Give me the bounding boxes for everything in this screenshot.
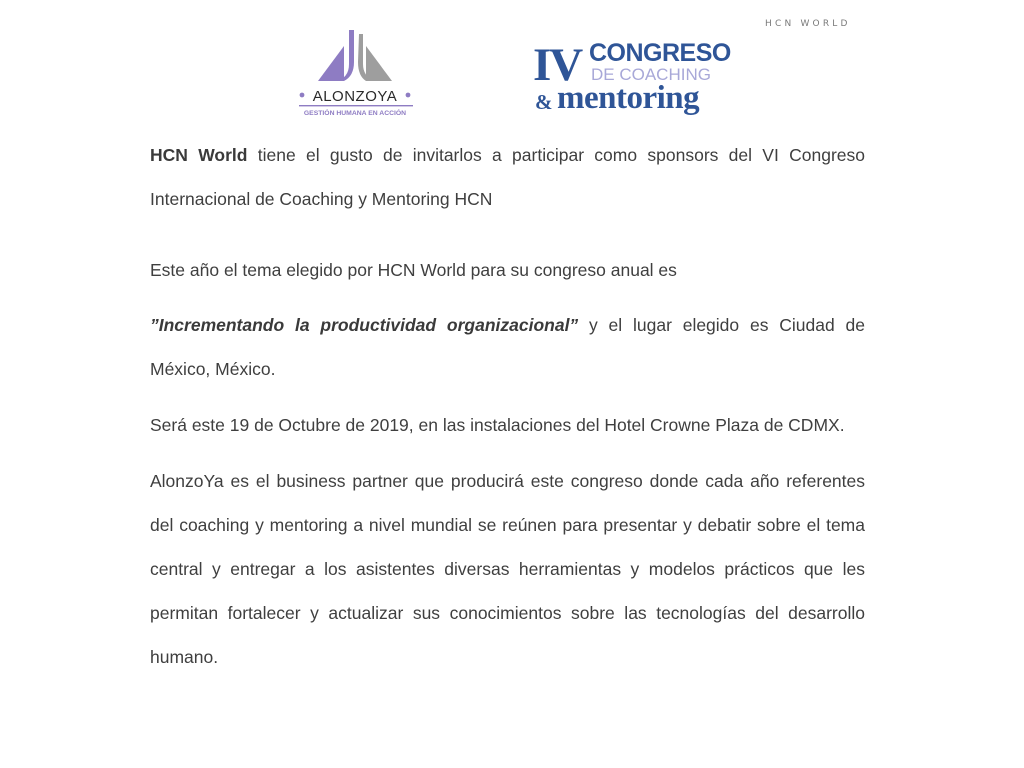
alonzoya-logo-mark xyxy=(296,24,416,118)
logo-purple-shape xyxy=(318,46,344,81)
paragraph-partner: AlonzoYa es el business partner que producirá este congreso donde cada año referentes del coaching y mentoring a nivel mundial se reúnen para presentar y debatir sobre el tema central y entregar a los asistentes diversas herramientas y modelos prácticos que les permitan fortalecer y actualizar sus conocimientos sobre las tecnologías del desarrollo humano. xyxy=(150,471,865,667)
logo-right-bullet xyxy=(406,93,411,98)
hcn-world-wordmark: HCN WORLD xyxy=(765,19,851,29)
congreso-ampersand: & xyxy=(535,90,553,114)
paragraph-theme xyxy=(150,303,865,391)
paragraph-invitation xyxy=(150,133,865,221)
logo-tagline: GESTIÓN HUMANA EN ACCIÓN xyxy=(303,110,407,117)
congreso-mentoring: mentoring xyxy=(557,80,700,116)
logo-gray-shape xyxy=(366,46,392,81)
theme-title: ”Incrementando la productividad organizacional” xyxy=(150,315,579,335)
letter-body xyxy=(150,133,865,679)
logo-divider xyxy=(299,105,413,106)
alonzoya-logo xyxy=(296,24,416,118)
hcn-world-bold: HCN World xyxy=(150,145,248,165)
paragraph-date: Será este 19 de Octubre de 2019, en las instalaciones del Hotel Crowne Plaza de CDMX. xyxy=(150,415,845,435)
theme-location: y el lugar elegido es Ciudad de México, México. xyxy=(150,315,865,379)
logo-name: ALONZOYA xyxy=(312,88,398,105)
congreso-numeral: IV xyxy=(533,39,582,91)
congreso-subtitle: DE COACHING xyxy=(591,65,711,84)
congreso-logo xyxy=(533,36,743,116)
invitation-text: tiene el gusto de invitarlos a participar como sponsors del VI Congreso Internacional de Coaching y Mentoring HCN xyxy=(150,145,866,209)
paragraph-theme-intro: Este año el tema elegido por HCN World para su congreso anual es xyxy=(150,260,677,280)
logo-left-bullet xyxy=(300,93,305,98)
congreso-title: CONGRESO xyxy=(589,39,731,67)
